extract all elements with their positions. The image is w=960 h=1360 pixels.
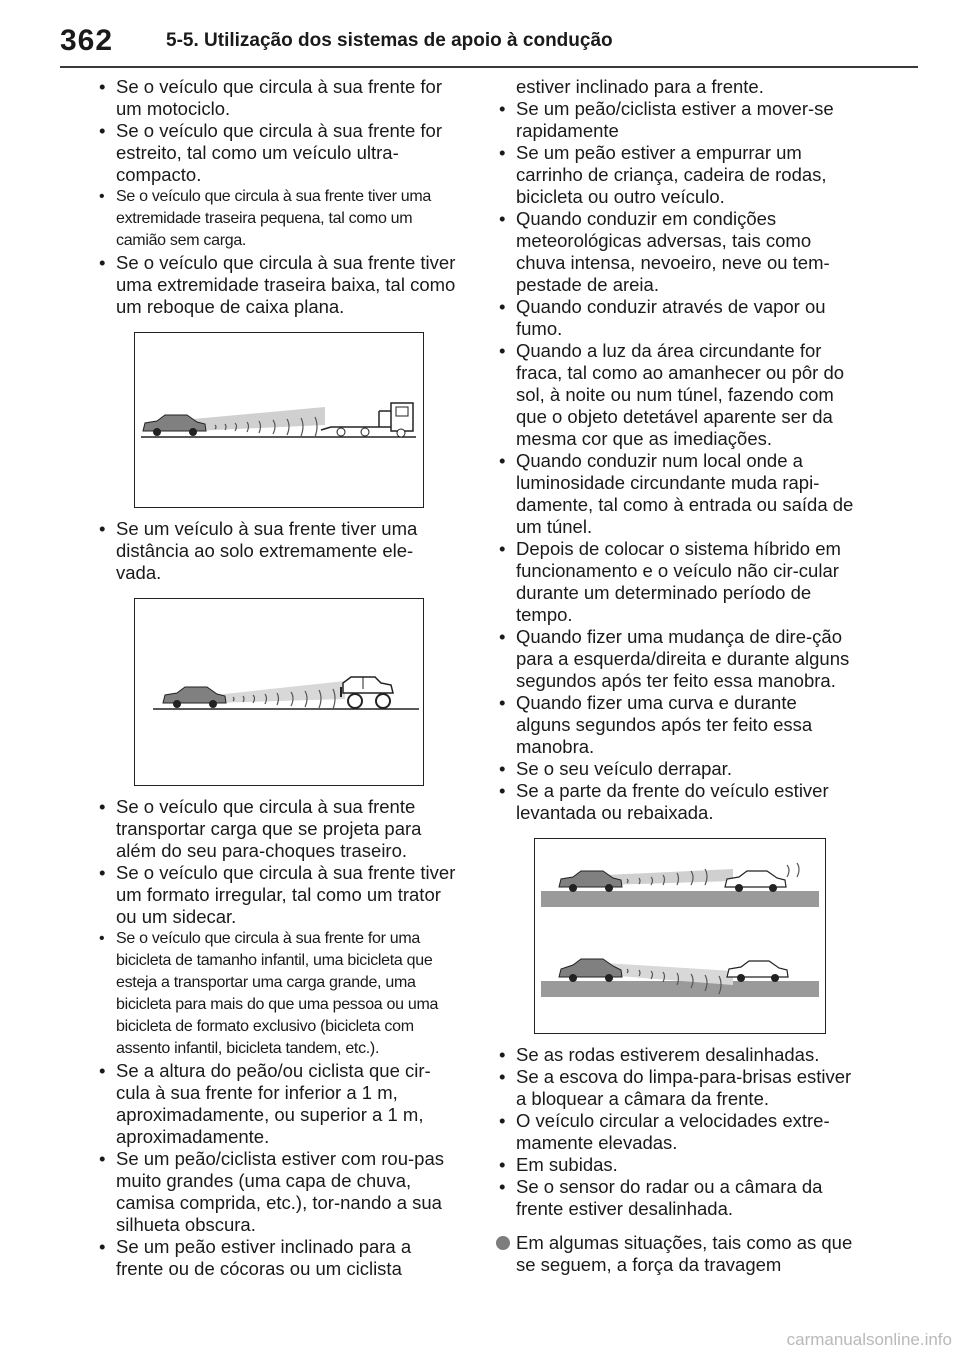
section-title: 5-5. Utilização dos sistemas de apoio à condução — [166, 30, 613, 51]
list-item: • Quando fizer uma mudança de dire-ção para a esquerda/direita e durante alguns segundos após ter feito essa manobra. — [496, 626, 856, 692]
list-item: • Se o veículo que circula à sua frente for uma bicicleta de tamanho infantil, uma bicicleta que esteja a transportar uma carga grande, uma bicicleta para mais do que uma pessoa ou uma bicicleta de formato exclusivo (bicicleta com assento infantil, bicicleta tandem, etc.). — [96, 928, 456, 1060]
list-item: • Se um veículo à sua frente tiver uma distância ao solo extremamente ele-vada. — [96, 518, 456, 584]
illustration-vehicle-pitch — [534, 838, 826, 1034]
bullet-list — [496, 98, 856, 824]
suv-icon — [341, 677, 393, 708]
bullet-list — [96, 76, 456, 318]
list-item: • Se um peão estiver a empurrar um carrinho de criança, cadeira de rodas, bicicleta ou outro veículo. — [496, 142, 856, 208]
list-item: • Se o veículo que circula à sua frente for um motociclo. — [96, 76, 456, 120]
list-item: • Quando conduzir através de vapor ou fumo. — [496, 296, 856, 340]
page-number: 362 — [60, 24, 114, 57]
list-item: • Depois de colocar o sistema híbrido em funcionamento e o veículo não cir-cular durante um determinado período de tempo. — [496, 538, 856, 626]
continued-text: estiver inclinado para a frente. — [516, 76, 764, 97]
list-item: • Se o veículo que circula à sua frente for estreito, tal como um veículo ultra-compacto. — [96, 120, 456, 186]
lead-car-icon — [725, 871, 786, 892]
list-item: • Se o veículo que circula à sua frente tiver uma extremidade traseira baixa, tal como um reboque de caixa plana. — [96, 252, 456, 318]
list-item: • Se a altura do peão/ou ciclista que cir-cula à sua frente for inferior a 1 m, aproximadamente, ou superior a 1 m, aproximadamente. — [96, 1060, 456, 1148]
car-icon — [163, 687, 226, 708]
car-icon — [559, 959, 622, 982]
bullet-list — [96, 796, 456, 1280]
note-paragraph — [496, 1232, 856, 1276]
list-item: • Em subidas. — [496, 1154, 856, 1176]
right-column — [496, 76, 856, 1276]
list-item: • Se a parte da frente do veículo estiver levantada ou rebaixada. — [496, 780, 856, 824]
bullet-list — [496, 1044, 856, 1220]
note-text: Em algumas situações, tais como as que se seguem, a força da travagem — [516, 1232, 853, 1275]
list-item: • Se o veículo que circula à sua frente tiver um formato irregular, tal como um trator ou um sidecar. — [96, 862, 456, 928]
illustration-flatbed-trailer — [134, 332, 424, 508]
list-item: • Se o veículo que circula à sua frente transportar carga que se projeta para além do seu para-choques traseiro. — [96, 796, 456, 862]
header-divider — [60, 66, 918, 68]
page-header — [0, 0, 960, 80]
list-item: • Quando conduzir em condições meteorológicas adversas, tais como chuva intensa, nevoeiro, neve ou tem-pestade de areia. — [496, 208, 856, 296]
list-item: • Se um peão/ciclista estiver a mover-se rapidamente — [496, 98, 856, 142]
list-item: • Se o sensor do radar ou a câmara da frente estiver desalinhada. — [496, 1176, 856, 1220]
round-bullet-icon — [496, 1236, 510, 1250]
car-icon — [143, 415, 206, 436]
list-item: • Se o seu veículo derrapar. — [496, 758, 856, 780]
list-item: • O veículo circular a velocidades extre-mamente elevadas. — [496, 1110, 856, 1154]
list-item: • Quando conduzir num local onde a luminosidade circundante muda rapi-damente, tal como à entrada ou saída de um túnel. — [496, 450, 856, 538]
illustration-high-clearance-vehicle — [134, 598, 424, 786]
list-item: • Se o veículo que circula à sua frente tiver uma extremidade traseira pequena, tal como um camião sem carga. — [96, 186, 456, 252]
watermark: carmanualsonline.info — [786, 1330, 952, 1349]
list-item: • Quando fizer uma curva e durante alguns segundos após ter feito essa manobra. — [496, 692, 856, 758]
list-item: • Se a escova do limpa-para-brisas estiver a bloquear a câmara da frente. — [496, 1066, 856, 1110]
lead-car-icon — [727, 961, 788, 982]
list-item: • Se um peão estiver inclinado para a frente ou de cócoras ou um ciclista — [96, 1236, 456, 1280]
left-column — [96, 76, 456, 1280]
list-item: • Quando a luz da área circundante for fraca, tal como ao amanhecer ou pôr do sol, à noite ou num túnel, fazendo com que o objeto detetável aparente ser da mesma cor que as imediações. — [496, 340, 856, 450]
bullet-list — [96, 518, 456, 584]
car-icon — [559, 871, 622, 892]
list-item: • Se um peão/ciclista estiver com rou-pas muito grandes (uma capa de chuva, camisa comprida, etc.), tor-nando a sua silhueta obscura. — [96, 1148, 456, 1236]
list-item: • Se as rodas estiverem desalinhadas. — [496, 1044, 856, 1066]
